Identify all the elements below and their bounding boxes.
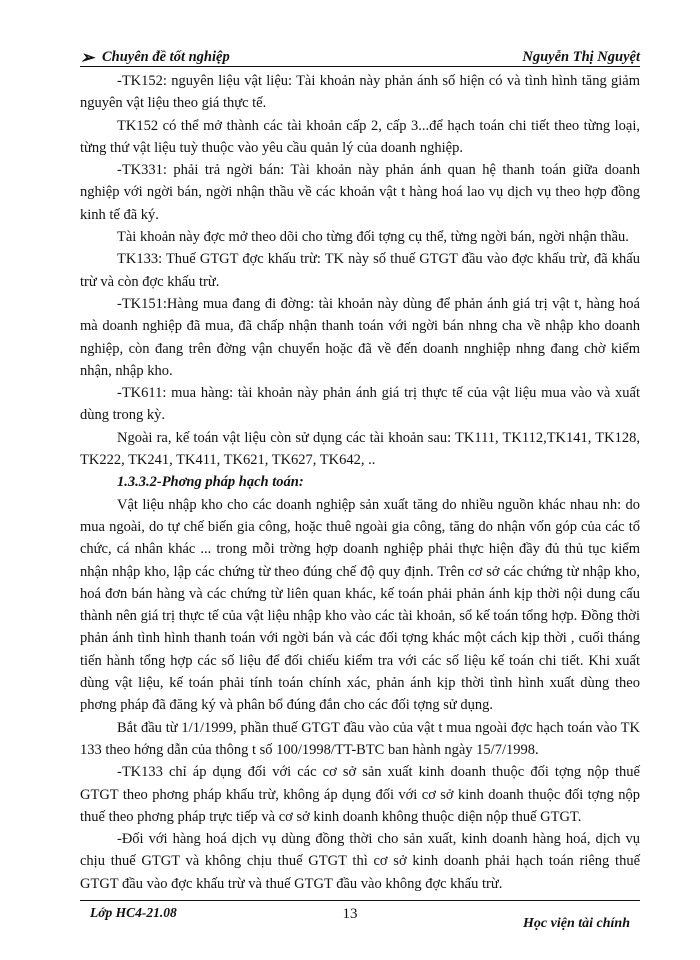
body-text xyxy=(80,70,640,895)
paragraph-tk152-levels: TK152 có thể mở thành các tài khoản cấp 2, cấp 3...để hạch toán chi tiết theo từng loại, từng thứ vật liệu tuỳ thuộc vào yêu cầu quản lý của doanh nghiệp. xyxy=(80,117,640,156)
paragraph-tk152: -TK152: nguyên liệu vật liệu: Tài khoản này phản ánh số hiện có và tình hình tăng giảm nguyên vật liệu theo giá thực tế. xyxy=(80,73,640,112)
footer-class-label: Lớp HC4-21.08 xyxy=(90,905,177,920)
paragraph-tk151: -TK151:Hàng mua đang đi đờng: tài khoản này dùng để phản ánh giá trị vật t, hàng hoá mà doanh nghiệp đã mua, đã chấp nhận thanh toán với ngời bán nhng cha về nhập kho doanh nghiệp, còn đang trên đờng vận chuyển hoặc đã về đến doanh nnghiệp nhng đang chờ kiểm nhận, nhập kho. xyxy=(80,295,640,379)
paragraph-import-sources: Vật liệu nhập kho cho các doanh nghiệp sản xuất tăng do nhiều nguồn khác nhau nh: do mua ngoài, do tự chế biến gia công, hoặc thuê ngoài gia công, tăng do nhận vốn góp của các tổ chức, cá nhân khác ... trong mỗi trờng hợp doanh nghiệp phải thực hiện đầy đủ thủ tục kiểm nhận nhập kho, lập các chứng từ theo đúng chế độ quy định. Trên cơ sở các chứng từ nhập kho, hoá đơn bán hàng và các chứng từ liên quan khác, kế toán phải phản ánh kịp thời nội dung cấu thành nên giá trị thực tế của vật liệu nhập kho vào các tài khoản, sổ kế toán tổng hợp. Đồng thời phản ánh tình hình thanh toán với ngời bán và các đối tợng khác một cách kịp thời , cuối tháng tiến hành tổng hợp các số liệu để đối chiếu kiểm tra với các số liệu kế toán chi tiết. Khi xuất dùng vật liệu, kế toán phải tính toán chính xác, phản ánh kịp thời tình hình xuất dùng theo phơng pháp đã đăng ký và phân bổ đúng đắn cho các đối tợng sử dụng. xyxy=(80,496,640,714)
footer-institution: Học viện tài chính xyxy=(523,916,630,931)
arrow-bullet-icon: ➢ xyxy=(80,48,95,67)
paragraph-tk331: -TK331: phải trả ngời bán: Tài khoản này phản ánh quan hệ thanh toán giữa doanh nghiệp với ngời bán, ngời nhận thầu về các khoản vật t hàng hoá lao vụ dịch vụ theo hợp đồng kinh tế đã ký. xyxy=(80,162,640,223)
footer-divider xyxy=(80,900,640,901)
paragraph-tk611: -TK611: mua hàng: tài khoản này phản ánh giá trị thực tế của vật liệu mua vào và xuất dùng trong kỳ. xyxy=(80,385,640,424)
paragraph-tk133: TK133: Thuế GTGT đợc khấu trừ: TK này số thuế GTGT đầu vào đợc khấu trừ, đã khấu trừ và còn đợc khấu trừ. xyxy=(80,251,640,290)
paragraph-mixed-goods: -Đối với hàng hoá dịch vụ dùng đồng thời cho sản xuất, kinh doanh hàng hoá, dịch vụ chịu thuế GTGT và không chịu thuế GTGT thì cơ sở kinh doanh phải hạch toán riêng thuế GTGT đầu vào đợc khấu trừ và thuế GTGT đầu vào không đợc khấu trừ. xyxy=(80,831,640,892)
header-author: Nguyễn Thị Nguyệt xyxy=(522,49,640,65)
paragraph-tk133-scope: -TK133 chỉ áp dụng đối với các cơ sở sản xuất kinh doanh thuộc đối tợng nộp thuế GTGT theo phơng pháp khấu trừ, không áp dụng đối với cơ sở kinh doanh thuộc đối tợng nộp thuế theo phơng pháp trực tiếp và cơ sở kinh doanh không thuộc diện nộp thuế GTGT. xyxy=(80,764,640,825)
paragraph-other-accounts: Ngoài ra, kế toán vật liệu còn sử dụng các tài khoản sau: TK111, TK112,TK141, TK128, TK222, TK241, TK411, TK621, TK627, TK642, .. xyxy=(80,429,640,469)
header-title: Chuyên đề tốt nghiệp xyxy=(102,49,230,65)
paragraph-vat-1999: Bắt đầu từ 1/1/1999, phần thuế GTGT đầu vào của vật t mua ngoài đợc hạch toán vào TK 133 theo hớng dẫn của thông t số 100/1998/TT-BTC ban hành ngày 15/7/1998. xyxy=(80,719,640,758)
header-divider xyxy=(80,66,640,67)
page-number: 13 xyxy=(342,906,358,922)
section-heading: 1.3.3.2-Phơng pháp hạch toán: xyxy=(117,474,304,491)
paragraph-tk331-tracking: Tài khoản này đợc mở theo dõi cho từng đối tợng cụ thể, từng ngời bán, ngời nhận thầu. xyxy=(117,229,629,246)
page-header xyxy=(80,48,640,68)
